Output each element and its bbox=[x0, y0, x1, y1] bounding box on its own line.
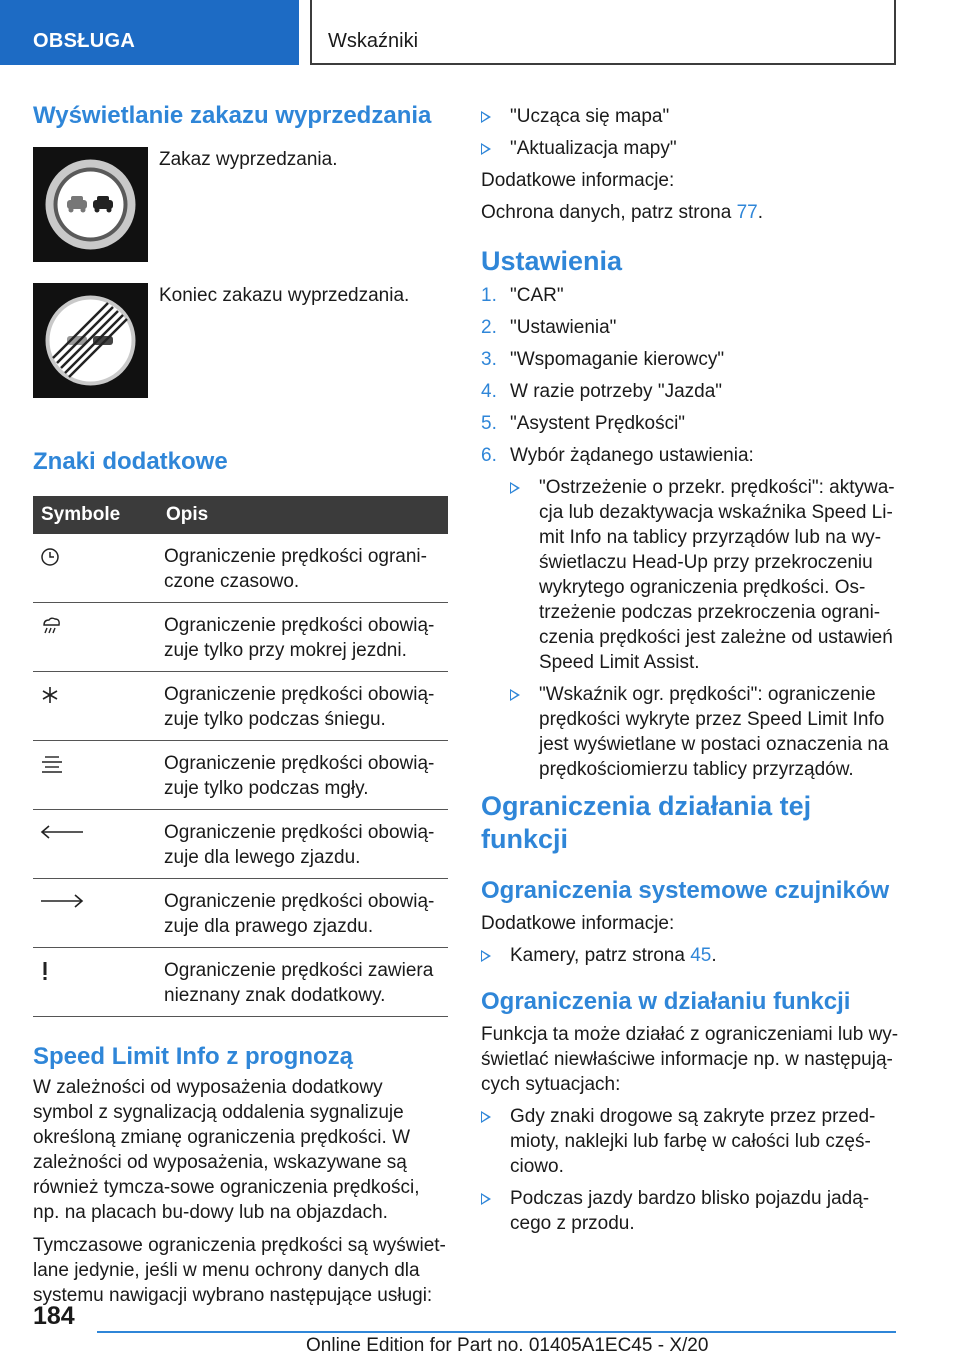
col-description: Opis bbox=[164, 496, 448, 534]
footer-divider bbox=[97, 1331, 896, 1333]
row-description: Ograniczenie prędkości obowią-zuje dla lewego zjazdu. bbox=[164, 809, 448, 878]
heading-sensor-limits: Ograniczenia systemowe czujników bbox=[481, 877, 890, 905]
privacy-reference: Ochrona danych, patrz strona 77. bbox=[481, 202, 764, 223]
section-title: OBSŁUGA bbox=[33, 30, 136, 52]
list-item: 6. Wybór żądanego ustawienia: "Ostrzeżenie o przekr. prędkości": aktywa-cja lub dezaktywacja wskaźnika Speed Li-mit Info na tablicy przyrządów lub na wy-świetlaczu Head-Up przy przekroczeniu wykrytego ograniczenia prędkości. Os-trzeżenie podczas przekroczenia ograni-czenia prędkości jest zależne od ustawień Speed Limit Assist. "Wskaźnik ogr. prędkości": ograniczenie prędkości wykryte przez Speed Limit Info jest wyświetlane w postaci oznaczenia na prędkościomierzu tablicy przyrządów. bbox=[481, 443, 901, 782]
heading-limits: Ograniczenia działania tej funkcji bbox=[481, 791, 812, 854]
list-item: 1. "CAR" bbox=[481, 285, 564, 307]
more-info-label: Dodatkowe informacje: bbox=[481, 170, 675, 191]
cameras-page-link[interactable]: 45 bbox=[690, 944, 712, 966]
right-column bbox=[481, 100, 901, 1243]
bullet-triangle-icon bbox=[481, 1193, 491, 1205]
clock-icon bbox=[39, 546, 61, 568]
table-row bbox=[33, 740, 448, 809]
bullet-triangle-icon bbox=[510, 689, 520, 701]
settings-steps bbox=[481, 283, 901, 782]
left-column bbox=[33, 100, 448, 1308]
heading-function-limits: Ograniczenia w działaniu funkcji bbox=[481, 987, 851, 1015]
col-symbols: Symbole bbox=[33, 496, 164, 534]
forecast-paragraph-1: W zależności od wyposażenia dodatkowy symbol z sygnalizacją oddalenia sygnalizuje określoną zmianę ograniczenia prędkości. W zależności od wyposażenia, wskazywane są również tymcza-sowe ograniczenia prędkości, np. na placach bu-dowy lub na objazdach. bbox=[33, 1077, 420, 1224]
list-item: "Wskaźnik ogr. prędkości": ograniczenie prędkości wykryte przez Speed Limit Info jest wyświetlane w postaci oznaczenia na prędkościomierzu tablicy przyrządów. bbox=[510, 682, 901, 782]
sign1-caption: Zakaz wyprzedzania. bbox=[159, 148, 338, 170]
table-row bbox=[33, 809, 448, 878]
bullet-triangle-icon bbox=[481, 950, 491, 962]
sign-no-overtaking bbox=[33, 147, 448, 283]
sensor-list bbox=[481, 943, 901, 968]
table-row bbox=[33, 602, 448, 671]
list-item: "Ucząca się mapa" bbox=[481, 104, 901, 129]
row-description: Ograniczenie prędkości zawiera nieznany znak dodatkowy. bbox=[164, 947, 448, 1016]
bullet-triangle-icon bbox=[481, 143, 491, 155]
services-list bbox=[481, 104, 901, 161]
function-paragraph: Funkcja ta może działać z ograniczeniami lub wy-świetlać niewłaściwe informacje np. w następują-cych sytuacjach: bbox=[481, 1023, 899, 1095]
bullet-triangle-icon bbox=[481, 111, 491, 123]
additional-signs-table bbox=[33, 496, 448, 1017]
table-row bbox=[33, 878, 448, 947]
heading-additional-signs: Znaki dodatkowe bbox=[33, 447, 228, 475]
sign-end-no-overtaking bbox=[33, 283, 448, 419]
list-item: 2. "Ustawienia" bbox=[481, 317, 617, 339]
section-tab bbox=[0, 0, 299, 65]
arrow-left-icon bbox=[39, 822, 85, 842]
no-overtaking-sign-image bbox=[33, 147, 148, 262]
end-no-overtaking-sign-image bbox=[33, 283, 148, 398]
chapter-header bbox=[310, 0, 896, 65]
list-item: "Ostrzeżenie o przekr. prędkości": aktywa-cja lub dezaktywacja wskaźnika Speed Li-mit Info na tablicy przyrządów lub na wy-świetlaczu Head-Up przy przekroczeniu wykrytego ograniczenia prędkości. Os-trzeżenie podczas przekroczenia ograni-czenia prędkości jest zależne od ustawień Speed Limit Assist. bbox=[510, 475, 901, 675]
heading-forecast: Speed Limit Info z prognozą bbox=[33, 1042, 353, 1070]
sign2-caption: Koniec zakazu wyprzedzania. bbox=[159, 284, 410, 306]
sensor-more-info: Dodatkowe informacje: bbox=[481, 912, 675, 934]
row-description: Ograniczenie prędkości obowią-zuje dla prawego zjazdu. bbox=[164, 878, 448, 947]
list-item: "Aktualizacja mapy" bbox=[481, 136, 901, 161]
table-row bbox=[33, 947, 448, 1016]
list-item: 3. "Wspomaganie kierowcy" bbox=[481, 349, 725, 371]
row-description: Ograniczenie prędkości obowią-zuje tylko przy mokrej jezdni. bbox=[164, 602, 448, 671]
table-row bbox=[33, 534, 448, 603]
list-item: Gdy znaki drogowe są zakryte przez przed-mioty, naklejki lub farbę w całości lub częś-ciowo. bbox=[481, 1104, 901, 1179]
bullet-triangle-icon bbox=[510, 482, 520, 494]
setting-options bbox=[510, 475, 901, 782]
heading-settings: Ustawienia bbox=[481, 246, 623, 276]
list-item: Podczas jazdy bardzo blisko pojazdu jadą-cego z przodu. bbox=[481, 1186, 901, 1236]
bullet-triangle-icon bbox=[481, 1111, 491, 1123]
table-header-row bbox=[33, 496, 448, 534]
list-item: Kamery, patrz strona 45. bbox=[481, 943, 901, 968]
heading-no-overtaking: Wyświetlanie zakazu wyprzedzania bbox=[33, 102, 432, 129]
exclamation-icon bbox=[39, 960, 51, 982]
row-description: Ograniczenie prędkości ograni-czone czasowo. bbox=[164, 534, 448, 603]
list-item: 4. W razie potrzeby "Jazda" bbox=[481, 381, 723, 403]
row-description: Ograniczenie prędkości obowią-zuje tylko podczas mgły. bbox=[164, 740, 448, 809]
snowflake-icon bbox=[39, 684, 61, 706]
privacy-page-link[interactable]: 77 bbox=[736, 202, 758, 223]
arrow-right-icon bbox=[39, 891, 85, 911]
forecast-paragraph-2: Tymczasowe ograniczenia prędkości są wyświet-lane jedynie, jeśli w menu ochrony danych dla systemu nawigacji wybrano następujące usługi: bbox=[33, 1235, 446, 1307]
end-no-overtaking-sign-icon bbox=[33, 283, 148, 398]
list-item: 5. "Asystent Prędkości" bbox=[481, 413, 686, 435]
no-overtaking-sign-icon bbox=[33, 147, 148, 262]
situations-list bbox=[481, 1104, 901, 1236]
table-row bbox=[33, 671, 448, 740]
edition-note: Online Edition for Part no. 01405A1EC45 - X/20 bbox=[306, 1335, 709, 1356]
rain-cloud-icon bbox=[39, 615, 63, 637]
page-number: 184 bbox=[33, 1302, 75, 1330]
fog-icon bbox=[39, 753, 65, 775]
chapter-title: Wskaźniki bbox=[328, 30, 419, 52]
row-description: Ograniczenie prędkości obowią-zuje tylko podczas śniegu. bbox=[164, 671, 448, 740]
